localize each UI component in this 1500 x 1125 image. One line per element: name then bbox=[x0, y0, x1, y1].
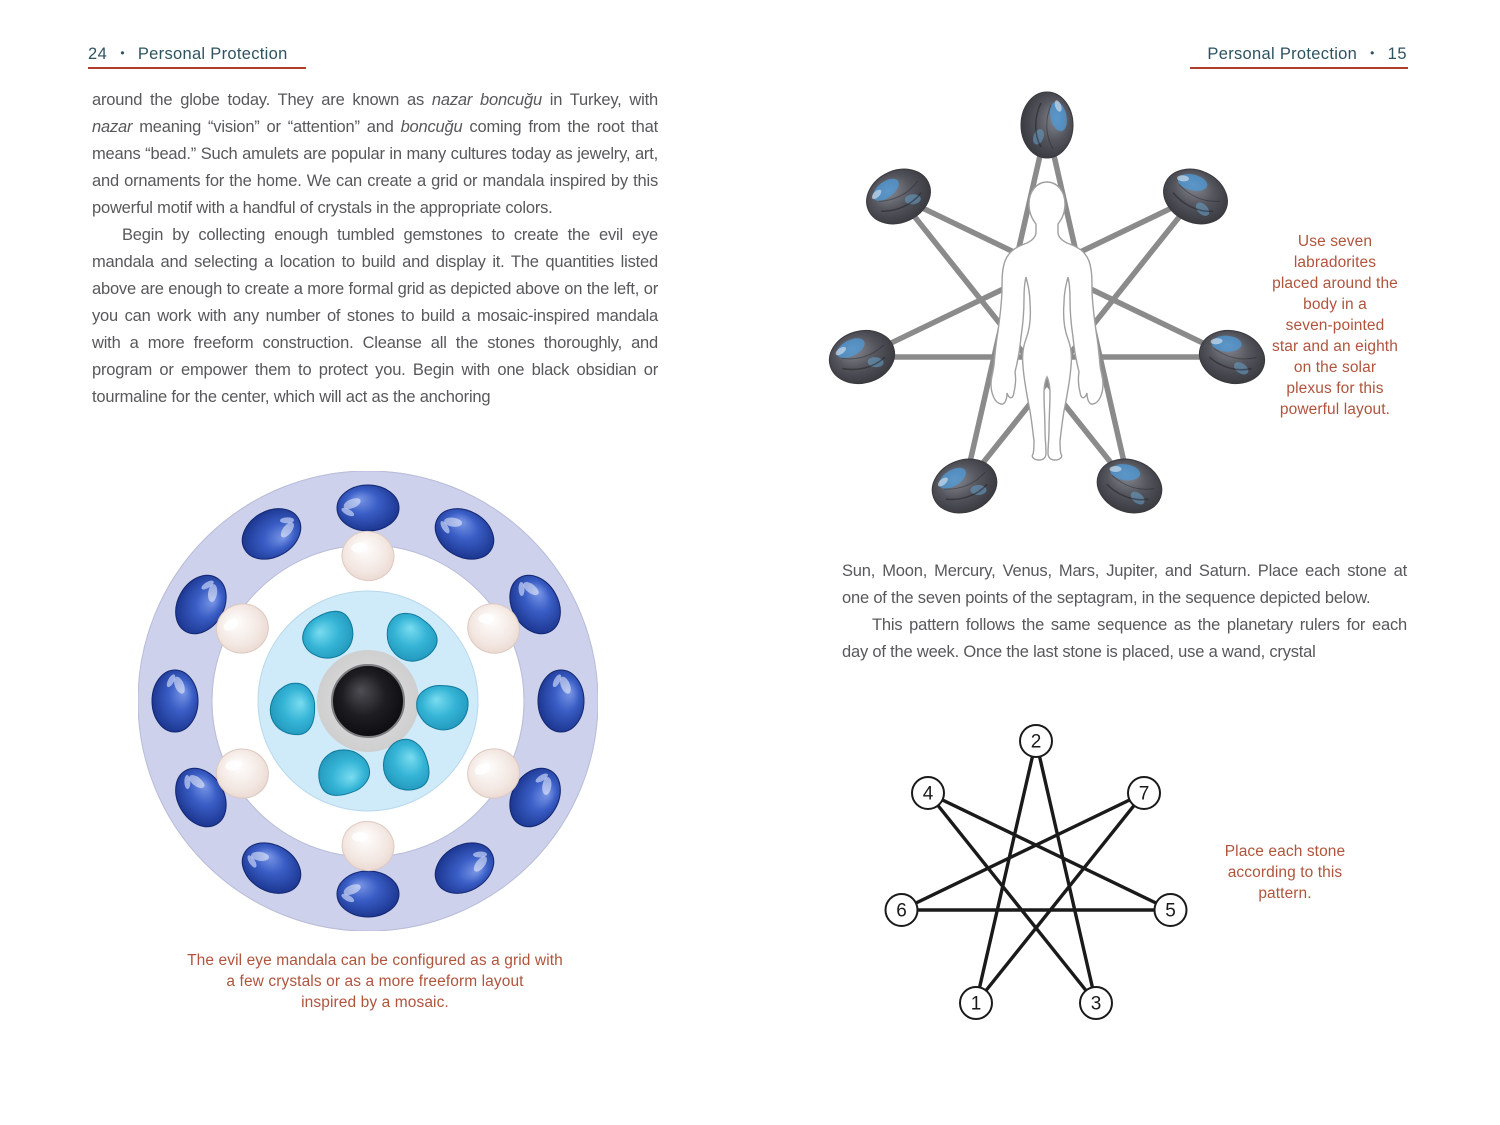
right-header-rule bbox=[1190, 67, 1408, 69]
left-header-bullet-icon: • bbox=[120, 46, 125, 60]
septagram-label-top: 2 bbox=[1030, 731, 1042, 753]
septagram-label-bottom-left: 1 bbox=[970, 993, 982, 1015]
left-paragraph-2: Begin by collecting enough tumbled gemstones to create the evil eye mandala and selecting a location to build and display it. The quantities listed above are enough to create a more formal grid as depicted above on the left, or you can work with any number of stones to build a mosaic-inspired mandala with a more freeform construction. Cleanse all the stones thoroughly, and program or empower them to protect you. Begin with one black obsidian or tourmaline for the center, which will act as the anchoring bbox=[92, 226, 658, 406]
septagram-caption: Place each stone according to this pattern. bbox=[1224, 843, 1346, 902]
left-running-head bbox=[88, 45, 288, 64]
left-body-text bbox=[92, 87, 658, 411]
right-paragraph-2: This pattern follows the same sequence as the planetary rulers for each day of the week. Once the last stone is placed, use a wand, crystal bbox=[842, 616, 1407, 661]
labradorite-layout-image bbox=[820, 80, 1280, 545]
septagram-label-upper-left: 4 bbox=[922, 783, 934, 805]
mandala-caption: The evil eye mandala can be configured as a grid with a few crystals or as a more freeform layout inspired by a mosaic. bbox=[187, 952, 563, 1011]
right-body-text bbox=[842, 558, 1407, 666]
left-header-rule bbox=[88, 67, 306, 69]
septagram-figure bbox=[880, 715, 1192, 1045]
right-running-head bbox=[1190, 45, 1407, 64]
left-header-title: Personal Protection bbox=[137, 45, 288, 63]
septagram-label-left: 6 bbox=[896, 900, 907, 922]
right-header-title: Personal Protection bbox=[1207, 45, 1358, 63]
evil-eye-mandala-figure bbox=[138, 471, 598, 931]
septagram-label-right: 5 bbox=[1165, 900, 1176, 922]
human-silhouette bbox=[991, 182, 1103, 460]
septagram-label-upper-right: 7 bbox=[1138, 783, 1150, 805]
septagram-label-bottom-right: 3 bbox=[1090, 993, 1102, 1015]
obsidian-center bbox=[332, 665, 404, 737]
right-paragraph-1: Sun, Moon, Mercury, Venus, Mars, Jupiter, and Saturn. Place each stone at one of the seven points of the septagram, in the sequence depicted below. bbox=[842, 562, 1407, 607]
labradorite-caption: Use seven labradorites placed around the body in a seven-pointed star and an eighth on the solar plexus for this powerful layout. bbox=[1272, 233, 1398, 418]
left-page-number: 24 bbox=[88, 45, 108, 63]
left-paragraph-1: around the globe today. They are known as nazar boncuğu in Turkey, with nazar meaning “vision” or “attention” and boncuğu coming from the root that means “bead.” Such amulets are popular in many cultures today as jewelry, art, and ornaments for the home. We can create a grid or mandala inspired by this powerful motif with a handful of crystals in the appropriate colors. bbox=[92, 91, 658, 217]
right-page-number: 15 bbox=[1387, 45, 1407, 63]
labradorite-layout-figure bbox=[820, 80, 1280, 545]
septagram-image bbox=[880, 715, 1192, 1045]
septagram-lines bbox=[902, 741, 1171, 1003]
right-header-bullet-icon: • bbox=[1370, 46, 1375, 60]
evil-eye-mandala-image bbox=[138, 471, 598, 931]
septagram-points bbox=[886, 725, 1187, 1019]
